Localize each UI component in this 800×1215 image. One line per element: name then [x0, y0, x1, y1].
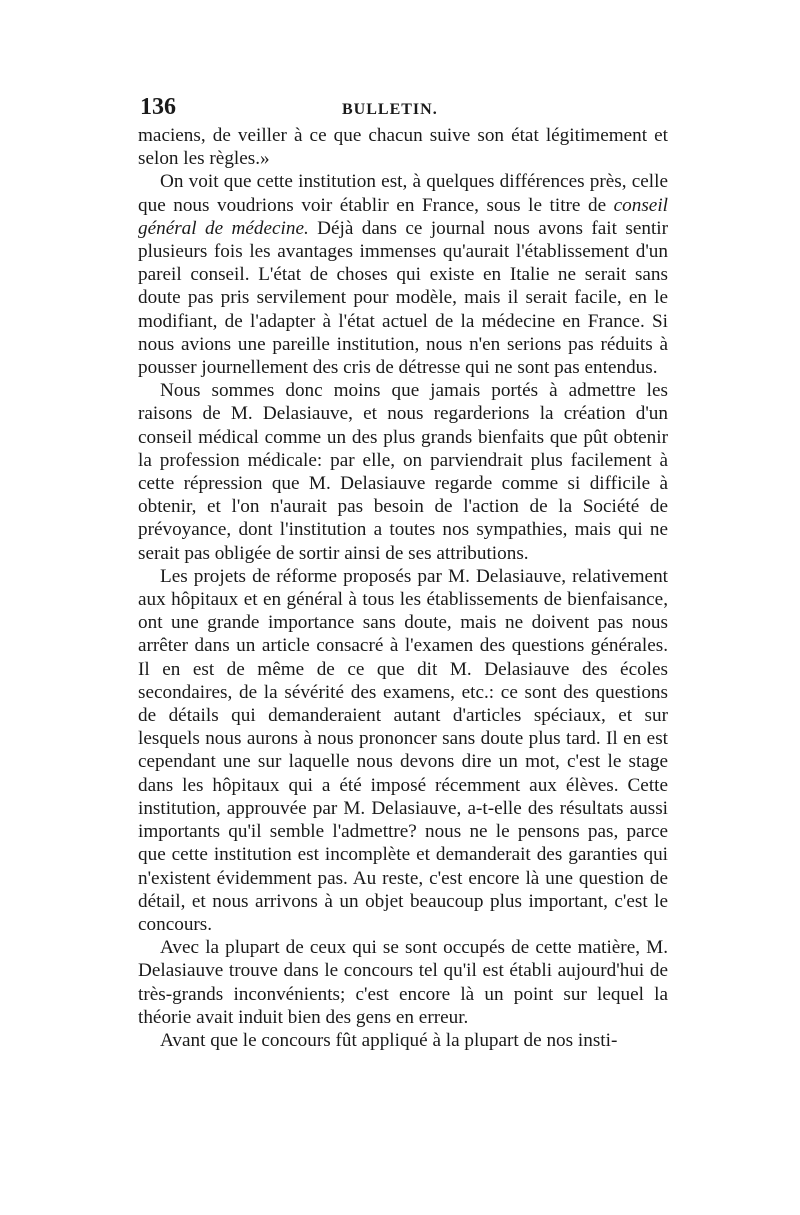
paragraph-text: On voit que cette institution est, à quelques différences près, celle que nous voudrions voir établir en France, sous le titre de [138, 171, 668, 216]
paragraph-1 [138, 124, 668, 170]
page-header [137, 94, 667, 124]
running-title: BULLETIN. [342, 101, 438, 118]
paragraph-text: Les projets de réforme proposés par M. Delasiauve, relativement aux hôpitaux et en général à tous les établissements de bienfaisance, ont une grande importance sans doute, mais ne doivent pas nous arrêter dans un article consacré à l'examen des questions générales. Il en est de même de ce que dit M. Delasiauve des écoles secondaires, de la sévérité des examens, etc.: ce sont des questions de détails qui demanderaient autant d'articles spéciaux, et sur lesquels nous aurons à nous prononcer sans doute plus tard. Il en est cependant une sur laquelle nous devons dire un mot, c'est le stage dans les hôpitaux qui a été imposé récemment aux élèves. Cette institution, approuvée par M. Delasiauve, a-t-elle des résultats aussi importants qu'il semble l'admettre? nous ne le pensons pas, parce que cette institution est incomplète et demanderait des garanties qui n'existent évidemment pas. Au reste, c'est encore là une question de détail, et nous arrivons à un objet beaucoup plus important, c'est le concours. [138, 565, 668, 935]
body-text [138, 124, 668, 1052]
paragraph-5 [138, 936, 668, 1029]
paragraph-text: maciens, de veiller à ce que chacun suive son état légitimement et selon les règles.» [138, 125, 668, 170]
page-number: 136 [140, 94, 176, 120]
paragraph-text: Avec la plupart de ceux qui se sont occupés de cette matière, M. Delasiauve trouve dans le concours tel qu'il est établi aujourd'hui de très-grands inconvénients; c'est encore là un point sur lequel la théorie avait induit bien des gens en erreur. [138, 937, 668, 1028]
paragraph-4 [138, 565, 668, 936]
paragraph-2 [138, 170, 668, 379]
italic-title: conseil général de médecine. [138, 194, 668, 239]
paragraph-6 [138, 1029, 668, 1052]
paragraph-text: Déjà dans ce journal nous avons fait sentir plusieurs fois les avantages immenses qu'aurait l'établissement d'un pareil conseil. L'état de choses qui existe en Italie ne serait sans doute pas pris servilement pour modèle, mais il serait facile, en le modifiant, de l'adapter à l'état actuel de la médecine en France. Si nous avions une pareille institution, nous n'en serions pas réduits à pousser journellement des cris de détresse qui ne sont pas entendus. [138, 217, 669, 379]
paragraph-3 [138, 379, 668, 565]
paragraph-text: Nous sommes donc moins que jamais portés à admettre les raisons de M. Delasiauve, et nous regarderions la création d'un conseil médical comme un des plus grands bienfaits que pût obtenir la profession médicale: par elle, on parviendrait plus facilement à cette répression que M. Delasiauve regarde comme si difficile à obtenir, et l'on n'aurait pas besoin de l'action de la Société de prévoyance, dont l'institution a toutes nos sympathies, mais qui ne serait pas obligée de sortir ainsi de ses attributions. [138, 380, 668, 564]
paragraph-text: Avant que le concours fût appliqué à la plupart de nos insti- [160, 1029, 618, 1051]
